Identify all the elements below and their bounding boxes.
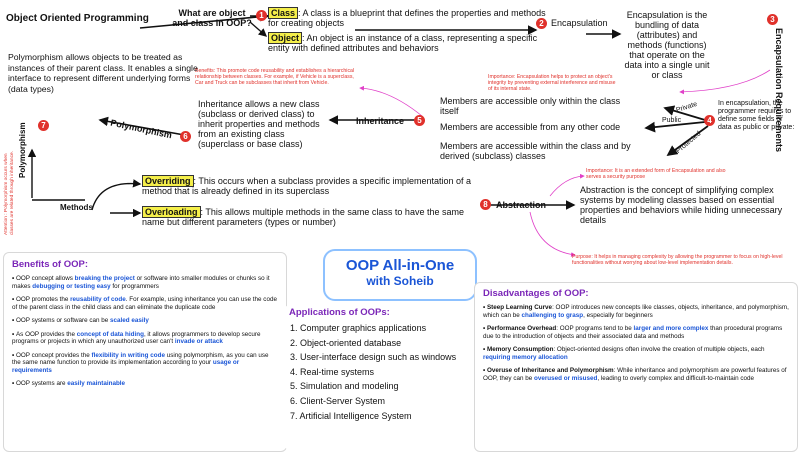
benefit-highlight: reusability of code [70,296,126,303]
question-object-class: What are object and class in OOP? [172,8,252,28]
benefits-list [4,275,286,388]
benefit-text: OOP systems or software can be [15,317,110,324]
benefit-item [12,331,278,346]
benefit-highlight: easily maintainable [67,380,126,387]
arrow-abs-purpose [530,212,575,255]
methods-label: Methods [60,203,93,212]
overriding-term: Overriding [142,175,194,187]
abstraction-definition: Abstraction is the concept of simplifying complex systems by modeling classes based on essential properties and behaviors while hiding unnecessary details [580,185,783,225]
step-badge-8: 8 [480,199,491,210]
application-item: 1. Computer graphics applications [290,323,427,333]
benefit-highlight: flexibility in writing code [91,351,165,359]
abstraction-label: Abstraction [496,200,547,210]
private-text: Members are accessible only within the class itself [440,96,621,116]
benefit-highlight: invade or attack [174,338,223,345]
polymorphism-axis-label: Polymorphism [18,122,27,178]
overriding-definition [142,176,487,196]
private-label: Private [675,100,699,115]
application-item: 7. Artificial Intelligence System [290,410,412,421]
disadvantage-text: than procedural programs due to the introduction of objects and their associated data and methods [483,325,783,340]
benefit-text: . For example, using inheritance you can use the code of the parent class in the child class and can eliminate the duplicate code [12,296,277,311]
polymorphism-definition: Polymorphism allows objects to be treated as instances of their parent class. It enables a single interface to represent different underlying forms (data types) [8,52,198,94]
disadvantage-highlight: overused or misused [534,374,598,382]
public-label: Public [662,117,682,124]
benefit-text: OOP concept allows [15,275,75,282]
protected-text: Members are accessible within the class and by derived (subclass) classes [440,141,631,161]
encapsulation-importance: Importance: Encapsulation helps to protect an object's integrity by preventing external interference and misuse of its internal state. [488,74,616,92]
disadvantage-item [483,346,789,361]
disadvantage-text: : While inheritance and polymorphism are powerful features of OOP, they can be [483,367,787,382]
disadvantage-text: , leading to overly complex and difficult-to-maintain code [597,374,755,382]
step-badge-7: 7 [38,120,49,131]
benefit-item [12,317,278,325]
disadvantages-heading: Disadvantages of OOP: [483,288,589,299]
step-badge-3: 3 [767,14,778,25]
disadvantage-highlight: requiring memory allocation [483,353,568,361]
arrow-abs-importance [550,176,584,196]
disadvantage-highlight: challenging to grasp [521,311,584,319]
benefits-panel [3,252,287,452]
disadvantage-term: Performance Overhead [486,325,557,332]
disadvantage-term: Overuse of Inheritance and Polymorphism [486,367,614,374]
polymorphism-label: Polymorphism [109,117,173,141]
disadvantage-item [483,325,789,340]
encapsulation-requirements: Encapsulation Requirements [774,28,784,153]
disadvantage-item [483,367,789,382]
benefit-highlight: concept of data hiding [76,330,144,338]
inheritance-benefit: Benefits: This promote code reusability and establishes a hierarchical relationship between classes. For example, if Vehicle is a superclass, Car and Truck can be subclasses that inherit from Vehicle. [195,68,355,86]
disadvantage-text: : OOP programs tend to be [556,325,634,332]
disadvantage-text: : OOP introduces new concepts like classes, objects, inheritance, and polymorphism, which can be [483,304,789,319]
class-text: : A class is a blueprint that defines the properties and methods for creating objects [268,8,546,28]
step-badge-6: 6 [180,131,191,142]
disadvantage-term: Steep Learning Curve [486,304,553,311]
benefits-heading: Benefits of OOP: [12,259,89,270]
application-item: 4. Real-time systems [290,366,375,377]
abstraction-purpose: Purpose: It helps in managing complexity by allowing the programmer to focus on high-level functionalities without worrying about low-level implementation details. [572,254,783,266]
overloading-text: : This allows multiple methods in the same class to have the same name but different parameters (types or number) [142,207,464,227]
benefit-highlight: usage or requirements [12,359,240,374]
protected-label: Protected [674,130,703,155]
benefit-highlight: scaled easily [110,317,149,324]
encapsulation-definition: Encapsulation is the bundling of data (attributes) and methods (functions) that operate on the data into a single unit or class [624,10,710,80]
access-intro: In encapsulation, the programmer requires to define some fields or data as public or private: [718,100,795,131]
disadvantage-text: , especially for beginners [583,311,653,319]
benefit-text: OOP concept provides the [15,351,92,359]
overloading-definition [142,207,482,227]
benefit-highlight: debugging or testing easy [32,282,111,290]
overloading-term: Overloading [142,206,201,218]
disadvantages-list [475,304,797,382]
polymorphism-attention: Attention : Polymorphism occurs when classes are related through inheritance. [4,151,15,235]
object-text: : An object is an instance of a class, representing a specific entity with defined attributes and behaviors [268,33,538,53]
disadvantage-term: Memory Consumption [486,346,554,353]
title-banner [323,249,477,301]
benefit-text: OOP systems are [15,380,68,387]
public-text: Members are accessible from any other code [440,122,621,132]
applications-panel [284,305,474,450]
inheritance-definition: Inheritance allows a new class (subclass or derived class) to inherit properties and methods from an existing class (superclass or base class) [198,99,320,149]
benefit-text: As OOP provides the [15,330,77,338]
object-term: Object [268,32,302,44]
arrow-benefit [360,88,422,116]
benefit-text: OOP promotes the [15,296,71,303]
banner-subtitle: with Soheib [366,274,434,288]
benefit-text: , it allows programmers to develop secure programs or projects in which any unauthorized user can't [12,330,261,345]
step-badge-4: 4 [704,115,715,126]
disadvantage-text: : Object-oriented designs often involve the creation of multiple objects, each [553,346,765,353]
disadvantages-panel [474,282,798,452]
class-definition [268,8,558,28]
object-definition [268,33,548,53]
step-badge-2: 2 [536,18,547,29]
benefit-item [12,275,278,290]
overriding-text: : This occurs when a subclass provides a specific implementation of a method that is already defined in its superclass [142,176,471,196]
abstraction-importance: Importance: It is an extended form of Encapsulation and also serves a security purpose [586,168,726,180]
applications-list [284,321,474,423]
banner-title: OOP All-in-One [345,257,455,274]
class-term: Class [268,7,298,19]
disadvantage-highlight: larger and more complex [633,325,709,332]
application-item: 6. Client-Server System [290,395,386,406]
application-item: 3. User-interface design such as windows [290,352,457,363]
application-item: 5. Simulation and modeling [290,381,399,392]
step-badge-5: 5 [414,115,425,126]
disadvantage-item [483,304,789,319]
benefit-text: or software into smaller modules or chunks so it makes [12,275,270,290]
root-title: Object Oriented Programming [6,13,149,24]
application-item: 2. Object-oriented database [290,337,402,348]
step-badge-1: 1 [256,10,267,21]
benefit-item [12,352,278,375]
applications-heading: Applications of OOPs: [289,307,390,318]
inheritance-label: Inheritance [356,116,405,126]
benefit-item [12,380,278,388]
benefit-item [12,296,278,311]
benefit-highlight: breaking the project [74,275,135,282]
benefit-text: for programmers [110,282,159,290]
encapsulation-label: Encapsulation [551,18,608,28]
arrow-overriding [92,184,140,210]
benefit-text: using polymorphism, as you can use the same name function to provide its implementation according to your [12,351,269,366]
